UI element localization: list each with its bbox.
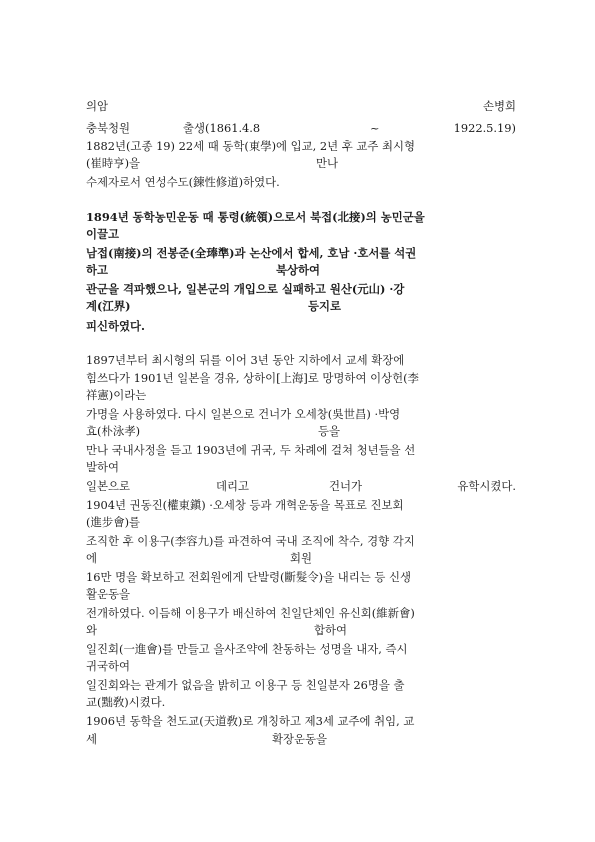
para3-line: 1897년부터 최시형의 뒤를 이어 3년 동안 지하에서 교세 확장에 <box>86 353 405 367</box>
para3-line: 만나 국내사정을 듣고 1903년에 귀국, 두 차례에 걸쳐 청년들을 선 <box>86 443 416 457</box>
para2-line: 계(江界) 등지로 <box>86 299 342 313</box>
para3-line: (進步會)를 <box>86 515 141 529</box>
para3-line: 1904년 권동진(權東鎭) ·오세창 등과 개혁운동을 목표로 진보회 <box>86 498 404 512</box>
para3-line: 일진회(一進會)를 만들고 을사조약에 찬동하는 성명을 내자, 즉시 <box>86 642 408 656</box>
birth-row <box>86 120 516 136</box>
para3-line: 힘쓰다가 1901년 일본을 경유, 상하이[上海]로 망명하여 이상헌(李 <box>86 371 419 385</box>
para3-line: 효(朴泳孝) 등을 <box>86 424 341 438</box>
para3-line: 에 회원 <box>86 551 313 565</box>
para3-line: 일진회와는 관계가 없음을 밝히고 이용구 등 친일분자 26명을 출 <box>86 678 405 692</box>
para3-line: 전개하였다. 이듬해 이용구가 배신하여 친일단체인 유신회(維新會) <box>86 606 415 620</box>
title-row <box>86 98 516 114</box>
birthplace: 충북청원 <box>86 121 131 135</box>
para3-line: 귀국하여 <box>86 659 131 673</box>
para1-line: 수제자로서 연성수도(鍊性修道)하였다. <box>86 175 280 189</box>
para3-line: 일본으로 데리고 건너가 유학시켰다. <box>86 479 516 493</box>
pen-name: 의암 <box>86 99 109 113</box>
para3-line: 활운동을 <box>86 587 131 601</box>
para3-line: 와 합하여 <box>86 623 348 637</box>
para2-line: 관군을 격파했으나, 일본군의 개입으로 실패하고 원산(元山) ·강 <box>86 282 405 296</box>
para3-line: 가명을 사용하였다. 다시 일본으로 건너가 오세창(吳世昌) ·박영 <box>86 407 401 421</box>
birth-date: 출생(1861.4.8 <box>183 121 261 135</box>
para3-line: 발하여 <box>86 460 120 474</box>
para2-line: 하고 북상하여 <box>86 263 321 277</box>
para3-line: 祥憲)이라는 <box>86 388 147 402</box>
para1-line: (崔時亨)을 만나 <box>86 156 339 170</box>
para2-line: 1894년 동학농민운동 때 통령(統領)으로서 북접(北接)의 농민군을 <box>86 210 425 224</box>
para3-line: 세 확장운동을 <box>86 732 328 746</box>
para3-line: 조직한 후 이용구(李容九)를 파견하여 국내 조직에 착수, 경향 각지 <box>86 534 415 548</box>
para3-line: 교(黜敎)시켰다. <box>86 695 166 709</box>
para3-line: 1906년 동학을 천도교(天道敎)로 개칭하고 제3세 교주에 취임, 교 <box>86 714 415 728</box>
date-tilde: ~ <box>370 121 380 135</box>
para2-line: 남접(南接)의 전봉준(全琫準)과 논산에서 합세, 호남 ·호서를 석권 <box>86 246 417 260</box>
death-date: 1922.5.19) <box>453 121 516 135</box>
person-name: 손병희 <box>482 99 516 113</box>
para2-line: 이끌고 <box>86 227 120 241</box>
para2-line: 피신하였다. <box>86 319 145 333</box>
para3-line: 16만 명을 확보하고 전회원에게 단발령(斷髮令)을 내리는 등 신생 <box>86 570 411 584</box>
para1-line: 1882년(고종 19) 22세 때 동학(東學)에 입교, 2년 후 교주 최시형 <box>86 139 416 153</box>
